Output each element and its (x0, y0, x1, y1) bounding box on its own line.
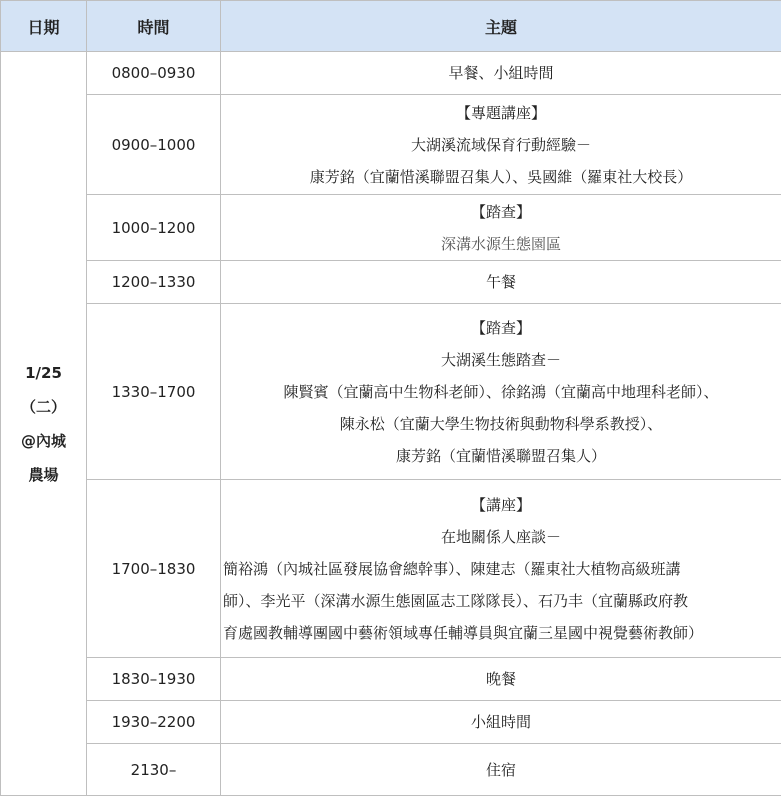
topic-line: 小組時間 (470, 713, 531, 731)
topic-line: 育處國教輔導團國中藝術領域專任輔導員與宜蘭三星國中視覺藝術教師） (223, 623, 704, 642)
time-cell: 2130– (87, 744, 221, 796)
table-row (1, 261, 781, 304)
topic-cell (221, 701, 781, 744)
header-date: 日期 (1, 1, 87, 52)
time-cell: 1200–1330 (87, 261, 221, 304)
topic-line: 簡裕鴻（內城社區發展協會總幹事）、陳建志（羅東社大植物高級班講 (223, 559, 681, 578)
topic-line: 【踏查】 (470, 318, 531, 337)
topic-cell (221, 480, 781, 658)
header-row (1, 1, 781, 52)
topic-line: 住宿 (485, 760, 516, 779)
date-location: @內城 (20, 431, 66, 450)
time-cell: 1700–1830 (87, 480, 221, 658)
time-cell: 1330–1700 (87, 304, 221, 480)
table-row (1, 701, 781, 744)
topic-line: 陳永松（宜蘭大學生物技術與動物科學系教授）、 (339, 414, 663, 433)
topic-line: 午餐 (485, 273, 516, 291)
header-topic: 主題 (221, 1, 781, 52)
topic-line: 晚餐 (485, 670, 516, 688)
time-cell: 0800–0930 (87, 52, 221, 95)
topic-cell (221, 195, 781, 261)
topic-cell (221, 744, 781, 796)
topic-cell (221, 52, 781, 95)
table-row (1, 658, 781, 701)
table-row (1, 95, 781, 195)
table-row (1, 480, 781, 658)
header-time: 時間 (87, 1, 221, 52)
topic-line: 陳賢賓（宜蘭高中生物科老師）、徐銘鴻（宜蘭高中地理科老師）、 (283, 382, 719, 401)
topic-line: 【講座】 (470, 495, 531, 514)
date-cell (1, 52, 87, 796)
topic-cell (221, 95, 781, 195)
time-cell: 1930–2200 (87, 701, 221, 744)
date-weekday: （二） (20, 397, 66, 416)
table-row (1, 195, 781, 261)
date-day: 1/25 (25, 363, 62, 382)
topic-line: 大湖溪流域保育行動經驗－ (410, 135, 591, 154)
table-row (1, 744, 781, 796)
topic-line: 【踏查】 (470, 202, 531, 221)
topic-line: 師）、李光平（深溝水源生態園區志工隊隊長）、石乃丰（宜蘭縣政府教 (223, 591, 689, 610)
topic-line: 大湖溪生態踏查－ (440, 350, 561, 369)
time-cell: 1830–1930 (87, 658, 221, 701)
time-cell: 0900–1000 (87, 95, 221, 195)
topic-line: 早餐、小組時間 (448, 64, 554, 82)
date-location-2: 農場 (28, 465, 59, 484)
topic-cell (221, 261, 781, 304)
time-cell: 1000–1200 (87, 195, 221, 261)
table-row (1, 304, 781, 480)
topic-line: 康芳銘（宜蘭惜溪聯盟召集人）、吳國維（羅東社大校長） (309, 167, 693, 186)
table-row (1, 52, 781, 95)
topic-cell (221, 304, 781, 480)
topic-line: 【專題講座】 (455, 103, 546, 122)
topic-cell (221, 658, 781, 701)
topic-line: 深溝水源生態園區 (440, 234, 561, 253)
topic-line: 在地關係人座談－ (440, 527, 561, 546)
topic-line: 康芳銘（宜蘭惜溪聯盟召集人） (395, 446, 606, 465)
